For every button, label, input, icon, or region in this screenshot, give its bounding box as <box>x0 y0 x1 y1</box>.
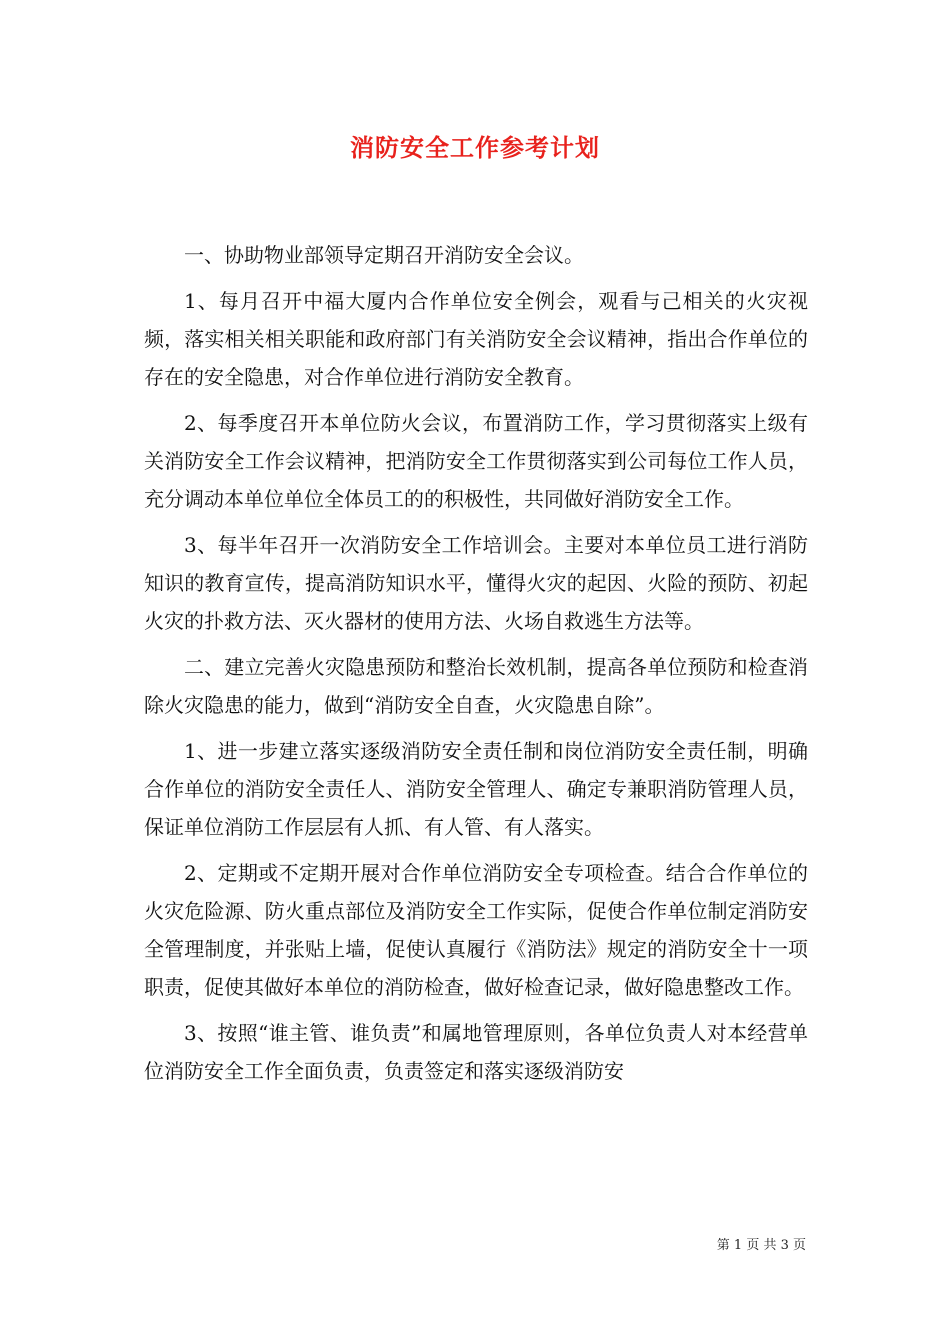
paragraph-3: 2、每季度召开本单位防火会议，布置消防工作，学习贯彻落实上级有关消防安全工作会议精神，把消防安全工作贯彻落实到公司每位工作人员，充分调动本单位单位全体员工的的积极性，共同做好消防安全工作。 <box>144 411 808 511</box>
paragraph-7: 2、定期或不定期开展对合作单位消防安全专项检查。结合合作单位的火灾危险源、防火重点部位及消防安全工作实际，促使合作单位制定消防安全管理制度，并张贴上墙，促使认真履行《消防法》规定的消防安全十一项职责，促使其做好本单位的消防检查，做好检查记录，做好隐患整改工作。 <box>144 861 808 999</box>
paragraph-1: 一、协助物业部领导定期召开消防安全会议。 <box>184 243 584 267</box>
paragraph-4: 3、每半年召开一次消防安全工作培训会。主要对本单位员工进行消防知识的教育宣传，提高消防知识水平，懂得火灾的起因、火险的预防、初起火灾的扑救方法、灭火器材的使用方法、火场自救逃生方法等。 <box>144 533 808 633</box>
document-title: 消防安全工作参考计划 <box>350 133 600 162</box>
document-body <box>144 236 808 1098</box>
paragraph-2: 1、每月召开中福大厦内合作单位安全例会，观看与己相关的火灾视频，落实相关相关职能和政府部门有关消防安全会议精神，指出合作单位的存在的安全隐患，对合作单位进行消防安全教育。 <box>144 289 808 389</box>
page-number: 第 1 页 共 3 页 <box>716 1238 806 1253</box>
paragraph-5: 二、建立完善火灾隐患预防和整治长效机制，提高各单位预防和检查消除火灾隐患的能力，做到“消防安全自查，火灾隐患自除”。 <box>144 655 808 717</box>
paragraph-6: 1、进一步建立落实逐级消防安全责任制和岗位消防安全责任制，明确合作单位的消防安全责任人、消防安全管理人、确定专兼职消防管理人员，保证单位消防工作层层有人抓、有人管、有人落实。 <box>144 739 808 839</box>
paragraph-8: 3、按照“谁主管、谁负责”和属地管理原则，各单位负责人对本经营单位消防安全工作全面负责，负责签定和落实逐级消防安 <box>144 1021 808 1083</box>
